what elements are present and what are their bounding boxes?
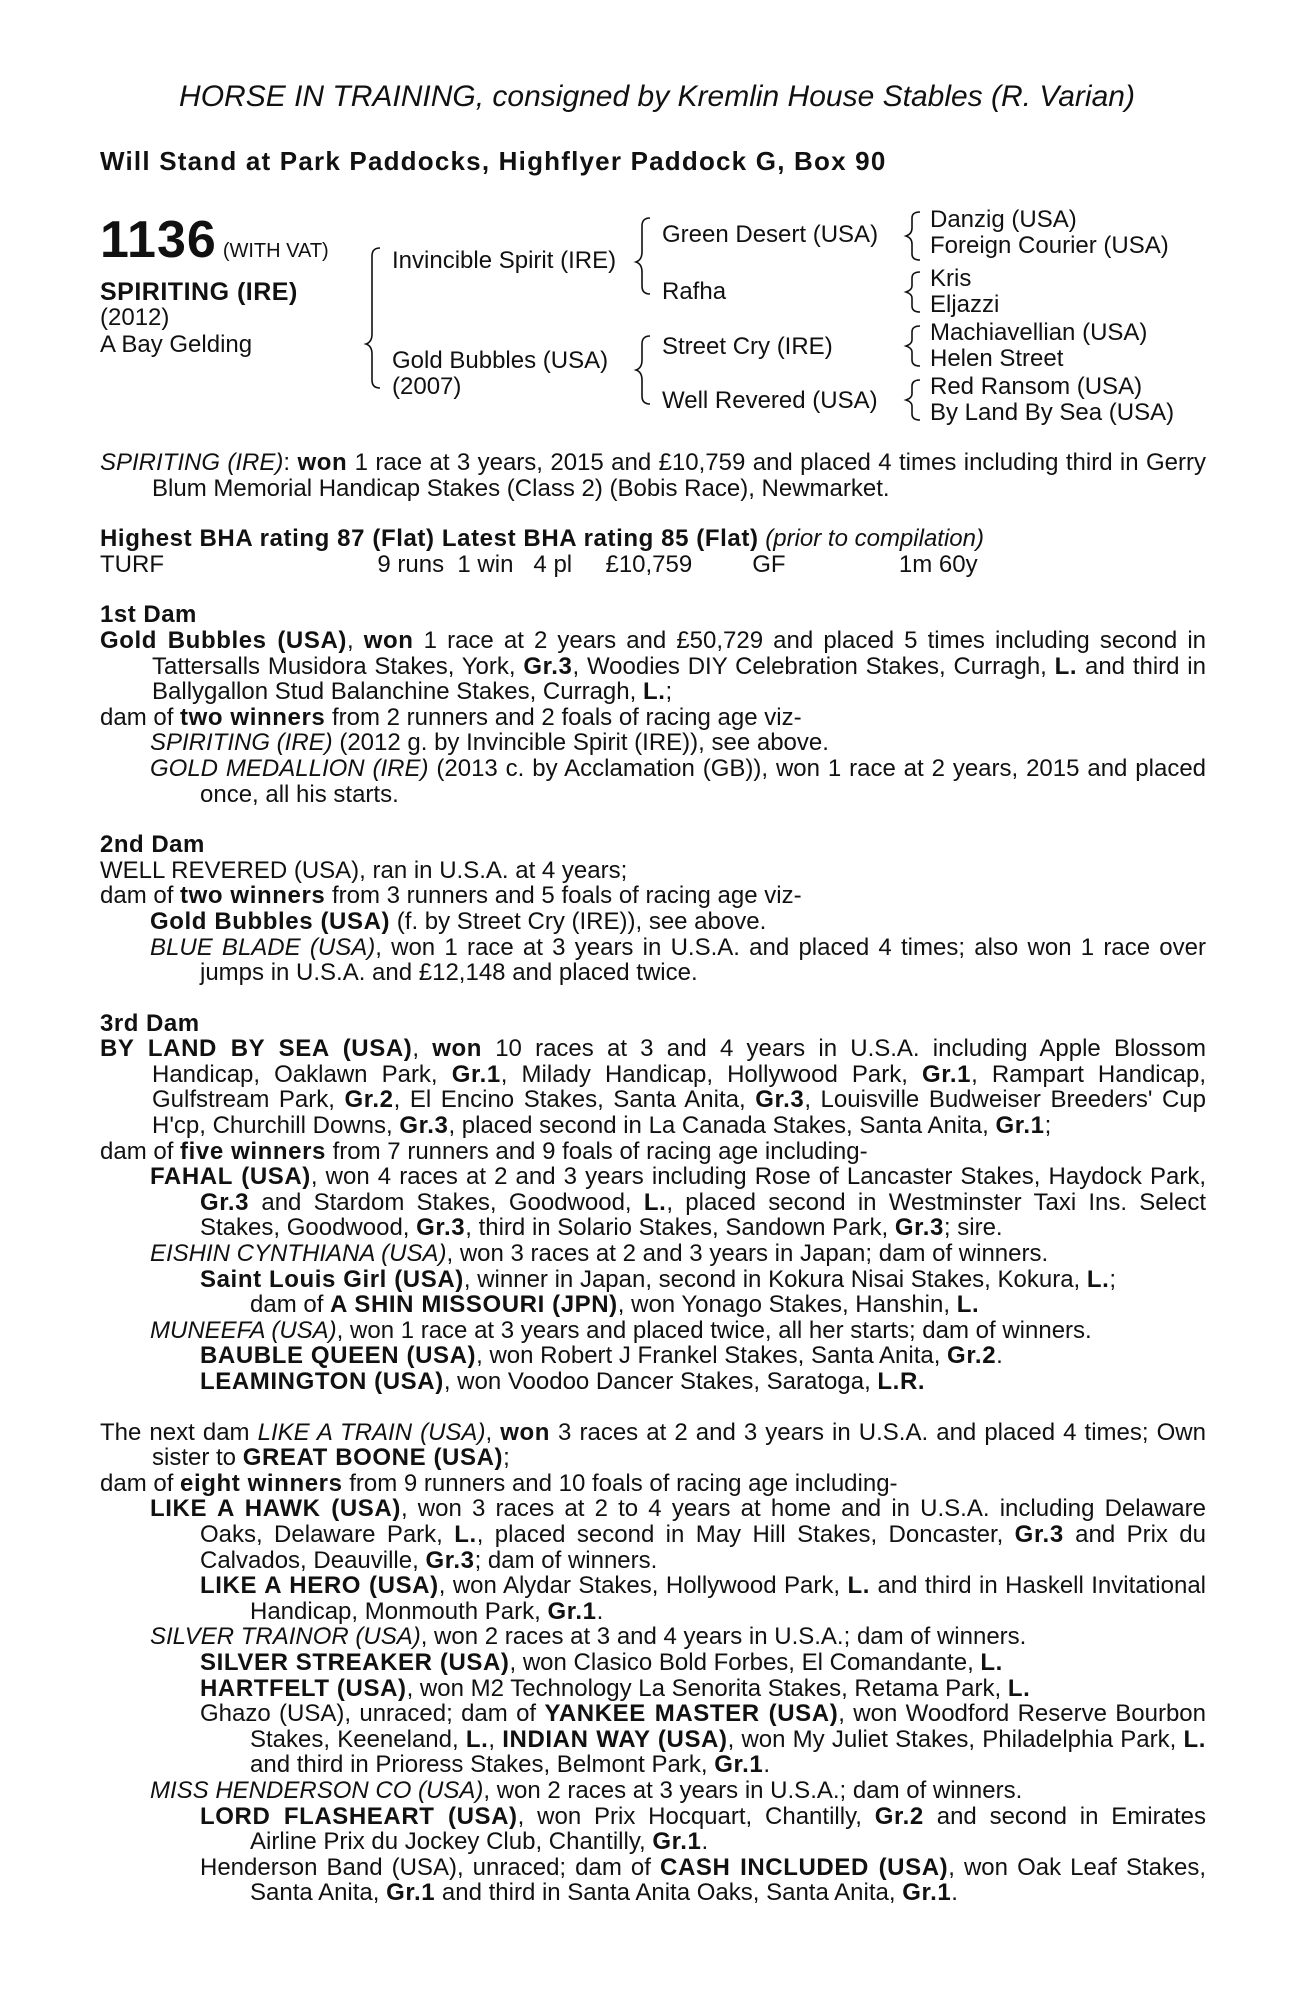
dam-dam-sire: Red Ransom (USA) bbox=[930, 373, 1143, 400]
horse-name: SPIRITING (IRE) bbox=[100, 278, 298, 306]
brace-sd bbox=[906, 272, 920, 312]
second-dam-heading: 2nd Dam bbox=[100, 831, 205, 859]
dam-year: (2007) bbox=[392, 373, 462, 400]
consignment-header: HORSE IN TRAINING, consigned by Kremlin House Stables (R. Varian) bbox=[179, 80, 1135, 113]
first-dam-heading: 1st Dam bbox=[100, 601, 197, 629]
dam-sire-sire: Machiavellian (USA) bbox=[930, 319, 1148, 346]
vat-note: (WITH VAT) bbox=[222, 240, 329, 262]
brace-ds bbox=[906, 326, 920, 366]
produce-item: SPIRITING (IRE) (2012 g. by Invincible Spirit (IRE)), see above. bbox=[150, 729, 829, 757]
third-dam-record: BY LAND BY SEA (USA), won 10 races at 3 and 4 years in U.S.A. including Apple Blossom Handicap, Oaklawn Park, Gr.1, Milady Handicap, Hollywood Park, Gr.1, Rampart Handicap, Gulfstream Park, Gr.2, El Encino Stakes, Santa Anita, Gr.3, Louisville Budweiser Breeders' Cup H'cp, Churchill Downs, Gr.3, placed second in La Canada Stakes, Santa Anita, Gr.1; bbox=[100, 1035, 1207, 1140]
produce-item: BLUE BLADE (USA), won 1 race at 3 years in U.S.A. and placed 4 times; also won 1 race over jumps in U.S.A. and £12,148 and placed twice. bbox=[150, 933, 1206, 987]
sire-dam: Rafha bbox=[662, 278, 727, 305]
horse-year: (2012) bbox=[100, 304, 170, 331]
produce-item: GOLD MEDALLION (IRE) (2013 c. by Acclamation (GB)), won 1 race at 2 years, 2015 and placed once, all his starts. bbox=[150, 754, 1207, 808]
produce-item: dam of A SHIN MISSOURI (JPN), won Yonago Stakes, Hanshin, L. bbox=[250, 1291, 980, 1319]
produce-item: MUNEEFA (USA), won 1 race at 3 years and placed twice, all her starts; dam of winners. bbox=[150, 1316, 1092, 1344]
produce-item: MISS HENDERSON CO (USA), won 2 races at 3 years in U.S.A.; dam of winners. bbox=[150, 1776, 1023, 1804]
brace-dd bbox=[906, 380, 920, 420]
sire-sire-dam: Foreign Courier (USA) bbox=[930, 232, 1169, 259]
next-dam-record: The next dam LIKE A TRAIN (USA), won 3 races at 2 and 3 years in U.S.A. and placed 4 times; Own sister to GREAT BOONE (USA); bbox=[100, 1418, 1206, 1472]
dam-dam-dam: By Land By Sea (USA) bbox=[930, 399, 1175, 426]
sire: Invincible Spirit (IRE) bbox=[392, 247, 617, 274]
brace-dam bbox=[636, 336, 650, 404]
produce-item: SILVER TRAINOR (USA), won 2 races at 3 and 4 years in U.S.A.; dam of winners. bbox=[150, 1623, 1027, 1651]
produce-item: Saint Louis Girl (USA), winner in Japan, second in Kokura Nisai Stakes, Kokura, L.; bbox=[200, 1265, 1117, 1293]
dam: Gold Bubbles (USA) bbox=[392, 347, 609, 374]
produce-item: LIKE A HAWK (USA), won 3 races at 2 to 4 years at home and in U.S.A. including Delaware Oaks, Delaware Park, L., placed second in May Hill Stakes, Doncaster, Gr.3 and Prix du Calvados, Deauville, Gr.3; dam of winners. bbox=[150, 1495, 1206, 1574]
sire-dam-dam: Eljazzi bbox=[930, 291, 1000, 318]
produce-item: FAHAL (USA), won 4 races at 2 and 3 years including Rose of Lancaster Stakes, Haydock Park, Gr.3 and Stardom Stakes, Goodwood, L., placed second in Westminster Taxi Ins. Select Stakes, Goodwood, Gr.3, third in Solario Stakes, Sandown Park, Gr.3; sire. bbox=[150, 1163, 1207, 1242]
produce-item: HARTFELT (USA), won M2 Technology La Senorita Stakes, Retama Park, L. bbox=[200, 1674, 1031, 1702]
next-dam-produce: dam of eight winners from 9 runners and 10 foals of racing age including- bbox=[100, 1469, 898, 1497]
location-header: Will Stand at Park Paddocks, Highflyer Paddock G, Box 90 bbox=[100, 146, 887, 176]
turf-record: TURF 9 runs 1 win 4 pl £10,759 GF 1m 60y bbox=[100, 550, 978, 578]
produce-item: Gold Bubbles (USA) (f. by Street Cry (IRE)), see above. bbox=[150, 907, 767, 935]
produce-item: Ghazo (USA), unraced; dam of YANKEE MASTER (USA), won Woodford Reserve Bourbon Stakes, Keeneland, L., INDIAN WAY (USA), won My Juliet Stakes, Philadelphia Park, L. and third in Prioress Stakes, Belmont Park, Gr.1. bbox=[200, 1700, 1207, 1779]
produce-item: LEAMINGTON (USA), won Voodoo Dancer Stakes, Saratoga, L.R. bbox=[200, 1368, 926, 1395]
produce-item: Henderson Band (USA), unraced; dam of CASH INCLUDED (USA), won Oak Leaf Stakes, Santa Anita, Gr.1 and third in Santa Anita Oaks, Santa Anita, Gr.1. bbox=[200, 1853, 1206, 1907]
rating-line: Highest BHA rating 87 (Flat) Latest BHA rating 85 (Flat) (prior to compilation) bbox=[100, 525, 984, 553]
produce-item: BAUBLE QUEEN (USA), won Robert J Frankel Stakes, Santa Anita, Gr.2. bbox=[200, 1342, 1003, 1370]
horse-summary: SPIRITING (IRE): won 1 race at 3 years, 2015 and £10,759 and placed 4 times including third in Gerry Blum Memorial Handicap Stakes (Class 2) (Bobis Race), Newmarket. bbox=[100, 449, 1207, 502]
brace-sire bbox=[636, 218, 650, 294]
third-dam-produce: dam of five winners from 7 runners and 9 foals of racing age including- bbox=[100, 1137, 868, 1165]
brace-main bbox=[366, 248, 380, 388]
first-dam-record: Gold Bubbles (USA), won 1 race at 2 years and £50,729 and placed 5 times including second in Tattersalls Musidora Stakes, York, Gr.3, Woodies DIY Celebration Stakes, Curragh, L. and third in Ballygallon Stud Balanchine Stakes, Curragh, L.; bbox=[100, 626, 1206, 706]
produce-item: LORD FLASHEART (USA), won Prix Hocquart, Chantilly, Gr.2 and second in Emirates Airline Prix du Jockey Club, Chantilly, Gr.1. bbox=[200, 1802, 1206, 1856]
lot-number: 1136 bbox=[100, 211, 217, 269]
produce-item: EISHIN CYNTHIANA (USA), won 3 races at 2 and 3 years in Japan; dam of winners. bbox=[150, 1240, 1049, 1268]
sire-dam-sire: Kris bbox=[930, 265, 972, 292]
third-dam-heading: 3rd Dam bbox=[100, 1009, 200, 1037]
second-dam-produce: dam of two winners from 3 runners and 5 foals of racing age viz- bbox=[100, 882, 802, 910]
first-dam-produce: dam of two winners from 2 runners and 2 foals of racing age viz- bbox=[100, 703, 802, 731]
race-record bbox=[100, 450, 1206, 1906]
produce-item: LIKE A HERO (USA), won Alydar Stakes, Hollywood Park, L. and third in Haskell Invitational Handicap, Monmouth Park, Gr.1. bbox=[200, 1572, 1207, 1625]
dam-dam: Well Revered (USA) bbox=[662, 387, 878, 414]
second-dam-record: WELL REVERED (USA), ran in U.S.A. at 4 years; bbox=[100, 856, 628, 884]
sire-sire: Green Desert (USA) bbox=[662, 221, 879, 248]
horse-description: A Bay Gelding bbox=[100, 331, 253, 358]
dam-sire: Street Cry (IRE) bbox=[662, 333, 833, 360]
produce-item: SILVER STREAKER (USA), won Clasico Bold Forbes, El Comandante, L. bbox=[200, 1648, 1003, 1676]
brace-ss bbox=[906, 212, 920, 260]
dam-sire-dam: Helen Street bbox=[930, 345, 1064, 372]
sire-sire-sire: Danzig (USA) bbox=[930, 206, 1077, 233]
